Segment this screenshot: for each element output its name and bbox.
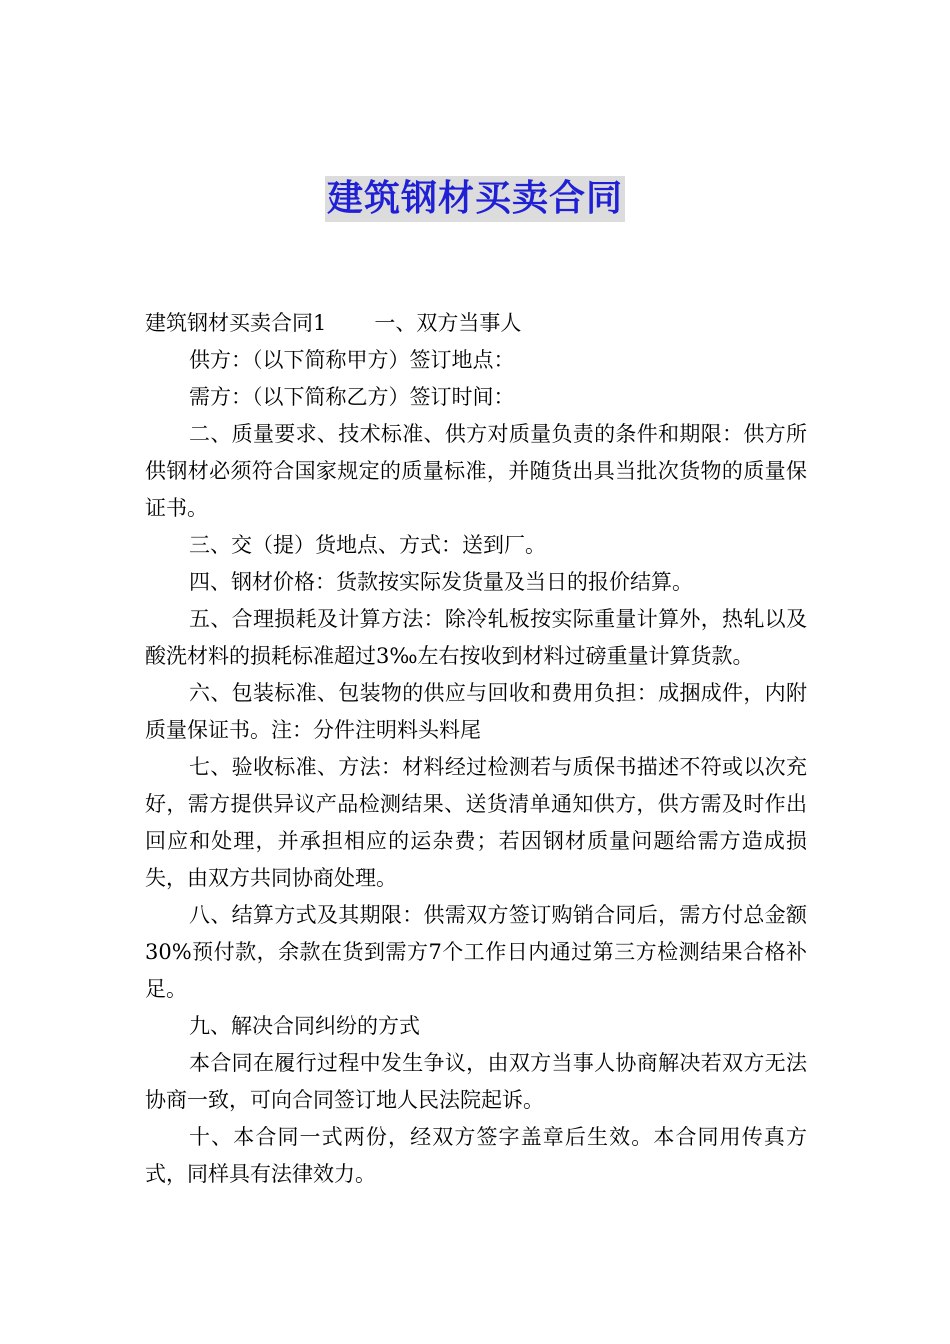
clause-effect: 十、本合同一式两份，经双方签字盖章后生效。本合同用传真方式，同样具有法律效力。 [145,1125,807,1186]
contract-heading: 建筑钢材买卖合同1 [145,311,327,335]
clause-price: 四、钢材价格：货款按实际发货量及当日的报价结算。 [189,570,693,594]
document-title: 建筑钢材买卖合同 [325,176,625,222]
clause-dispute-heading: 九、解决合同纠纷的方式 [189,1014,420,1038]
clause-dispute-body: 本合同在履行过程中发生争议，由双方当事人协商解决若双方无法协商一致，可向合同签订地人民法院起诉。 [145,1051,807,1112]
buyer-line: 需方：（以下简称乙方）签订时间： [189,385,515,409]
clause-acceptance: 七、验收标准、方法：材料经过检测若与质保书描述不符或以次充好，需方提供异议产品检测结果、送货清单通知供方，供方需及时作出回应和处理，并承担相应的运杂费；若因钢材质量问题给需方造成损失，由双方共同协商处理。 [145,755,807,890]
clause-quality: 二、质量要求、技术标准、供方对质量负责的条件和期限：供方所供钢材必须符合国家规定的质量标准，并随货出具当批次货物的质量保证书。 [145,422,807,520]
supplier-line: 供方：（以下简称甲方）签订地点： [189,348,515,372]
clause-packaging: 六、包装标准、包装物的供应与回收和费用负担：成捆成件，内附质量保证书。注：分件注明料头料尾 [145,681,807,742]
title-container [0,176,950,222]
clause-delivery: 三、交（提）货地点、方式：送到厂。 [189,533,546,557]
section-parties-heading: 一、双方当事人 [374,311,522,335]
clause-loss: 五、合理损耗及计算方法：除冷轧板按实际重量计算外，热轧以及酸洗材料的损耗标准超过3‰左右按收到材料过磅重量计算货款。 [145,607,807,668]
first-line [145,305,807,342]
contract-body [145,305,807,1193]
clause-settlement: 八、结算方式及其期限：供需双方签订购销合同后，需方付总金额30%预付款，余款在货到需方7个工作日内通过第三方检测结果合格补足。 [145,903,807,1001]
